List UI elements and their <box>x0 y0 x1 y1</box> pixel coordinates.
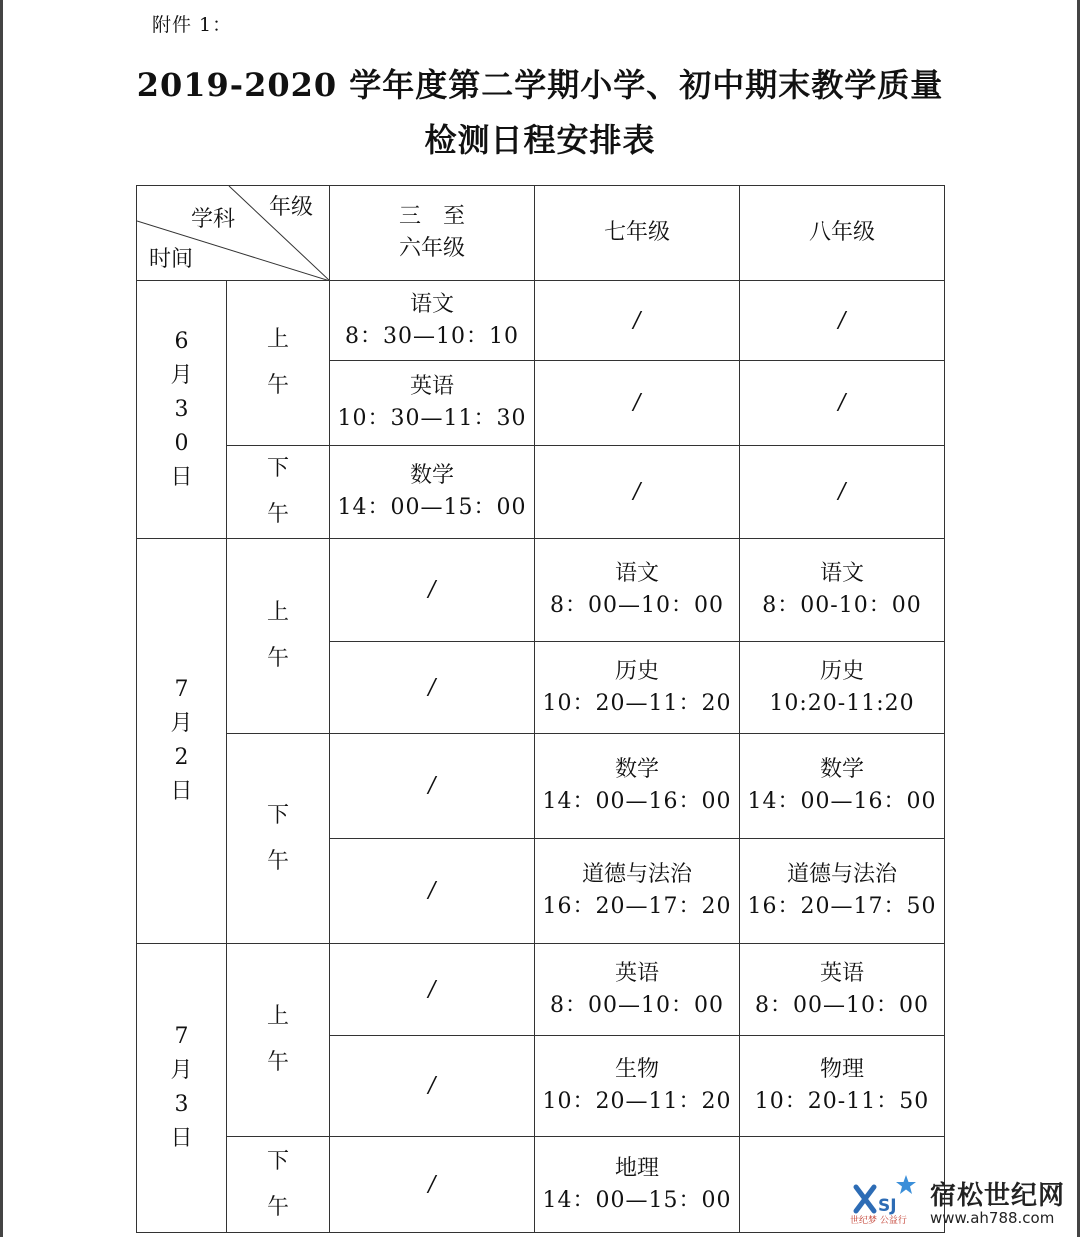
exam-time: 14：00—16：00 <box>747 789 937 814</box>
document-title-line1: 2019-2020 学年度第二学期小学、初中期末教学质量 <box>136 66 944 104</box>
exam-time: 14：00—15：00 <box>337 495 527 520</box>
exam-cell-grade-3-6 <box>330 446 535 539</box>
svg-text:SJ: SJ <box>878 1196 897 1216</box>
grade-header-8: 八年级 <box>740 186 945 281</box>
no-exam-mark: / <box>836 307 848 333</box>
date-cell <box>137 281 227 539</box>
exam-subject: 英语 <box>614 960 659 986</box>
schedule-row <box>137 944 945 1036</box>
exam-time: 8：00—10：00 <box>755 992 929 1018</box>
document-title-line2: 检测日程安排表 <box>424 121 656 159</box>
no-exam-mark: / <box>631 479 643 504</box>
exam-cell-grade-7 <box>535 446 740 539</box>
no-exam-mark: / <box>631 390 643 415</box>
exam-cell-grade-3-6 <box>330 361 535 446</box>
attachment-label: 附件 1： <box>152 14 233 36</box>
exam-cell-grade-3-6 <box>330 642 535 734</box>
exam-cell-grade-8 <box>740 642 945 734</box>
period-label: 上午 <box>266 327 289 398</box>
no-exam-mark: / <box>426 1171 438 1197</box>
exam-cell-grade-3-6 <box>330 539 535 642</box>
exam-cell-grade-7 <box>535 1036 740 1137</box>
period-cell <box>227 539 330 734</box>
period-cell <box>227 281 330 446</box>
exam-subject: 英语 <box>409 374 454 399</box>
no-exam-mark: / <box>426 674 438 700</box>
header-row <box>137 186 945 281</box>
no-exam-mark: / <box>836 479 848 504</box>
exam-subject: 物理 <box>819 1057 864 1082</box>
exam-cell-grade-7 <box>535 539 740 642</box>
exam-cell-grade-3-6 <box>330 944 535 1036</box>
period-cell <box>227 446 330 539</box>
period-cell <box>227 1137 330 1233</box>
watermark-slogan: 世纪梦 公益行 <box>850 1216 907 1226</box>
exam-subject: 历史 <box>819 658 864 684</box>
exam-subject: 语文 <box>409 291 454 317</box>
exam-subject: 英语 <box>819 960 864 986</box>
grade-header-7: 七年级 <box>535 186 740 281</box>
exam-time: 16：20—17：50 <box>747 894 937 919</box>
date-label: 7月3日 <box>170 1024 193 1151</box>
exam-time: 10：30—11：30 <box>337 406 527 431</box>
exam-cell-grade-8 <box>740 1036 945 1137</box>
schedule-row <box>137 281 945 361</box>
exam-time: 8：00-10：00 <box>762 593 922 618</box>
exam-subject: 生物 <box>614 1057 659 1082</box>
exam-subject: 道德与法治 <box>581 862 692 887</box>
corner-subject-label: 学科 <box>191 207 236 232</box>
date-cell <box>137 539 227 944</box>
exam-cell-grade-8 <box>740 281 945 361</box>
exam-cell-grade-8 <box>740 734 945 839</box>
period-label: 上午 <box>266 600 289 671</box>
exam-cell-grade-7 <box>535 642 740 734</box>
exam-subject: 地理 <box>614 1155 659 1181</box>
exam-cell-grade-7 <box>535 281 740 361</box>
site-watermark <box>848 1165 1078 1227</box>
exam-cell-grade-3-6 <box>330 1036 535 1137</box>
period-label: 下午 <box>266 802 289 874</box>
schedule-row <box>137 446 945 539</box>
exam-subject: 历史 <box>614 658 659 684</box>
corner-time-label: 时间 <box>149 247 194 272</box>
no-exam-mark: / <box>836 390 848 415</box>
watermark-site-name: 宿松世纪网 <box>930 1181 1066 1211</box>
exam-time: 8：00—10：00 <box>550 593 724 618</box>
no-exam-mark: / <box>426 976 438 1002</box>
schedule-row <box>137 734 945 839</box>
no-exam-mark: / <box>426 773 438 798</box>
period-label: 下午 <box>266 1148 289 1220</box>
exam-cell-grade-7 <box>535 361 740 446</box>
exam-cell-grade-8 <box>740 446 945 539</box>
exam-cell-grade-8 <box>740 944 945 1036</box>
corner-grade-label: 年级 <box>269 195 314 220</box>
grade-header-3-6: 三 至 六年级 <box>330 186 535 281</box>
exam-cell-grade-3-6 <box>330 281 535 361</box>
period-cell <box>227 734 330 944</box>
watermark-url[interactable]: www.ah788.com <box>930 1209 1055 1227</box>
exam-cell-grade-8 <box>740 361 945 446</box>
exam-time: 8：30—10：10 <box>345 323 519 349</box>
schedule-row <box>137 539 945 642</box>
exam-subject: 道德与法治 <box>786 862 897 887</box>
exam-time: 16：20—17：20 <box>542 894 732 919</box>
exam-cell-grade-3-6 <box>330 839 535 944</box>
exam-subject: 语文 <box>614 561 659 586</box>
exam-cell-grade-8 <box>740 839 945 944</box>
no-exam-mark: / <box>631 307 643 333</box>
exam-time: 10：20—11：20 <box>542 690 732 716</box>
no-exam-mark: / <box>426 878 438 903</box>
exam-time: 14：00—16：00 <box>542 789 732 814</box>
no-exam-mark: / <box>426 1073 438 1098</box>
window-border-left <box>0 0 3 1237</box>
exam-cell-grade-8 <box>740 539 945 642</box>
exam-cell-grade-3-6 <box>330 734 535 839</box>
exam-time: 10:20-11:20 <box>769 690 915 716</box>
schedule-row <box>137 1137 945 1233</box>
exam-subject: 语文 <box>819 561 864 586</box>
date-cell <box>137 944 227 1233</box>
period-cell <box>227 944 330 1137</box>
period-label: 上午 <box>266 1004 289 1075</box>
exam-subject: 数学 <box>819 757 864 782</box>
exam-time: 8：00—10：00 <box>550 992 724 1018</box>
exam-cell-grade-7 <box>535 839 740 944</box>
exam-time: 10：20—11：20 <box>542 1089 732 1114</box>
exam-subject: 数学 <box>614 757 659 782</box>
exam-cell-grade-7 <box>535 944 740 1036</box>
exam-time: 14：00—15：00 <box>542 1187 732 1213</box>
period-label: 下午 <box>266 456 289 527</box>
exam-subject: 数学 <box>409 463 454 488</box>
schedule-table <box>136 185 945 1233</box>
header-corner-cell <box>137 186 330 281</box>
date-label: 6月30日 <box>170 328 193 490</box>
exam-cell-grade-7 <box>535 734 740 839</box>
exam-time: 10：20-11：50 <box>754 1089 930 1114</box>
date-label: 7月2日 <box>170 677 193 804</box>
exam-cell-grade-7 <box>535 1137 740 1233</box>
schedule-body <box>137 281 945 1233</box>
exam-cell-grade-3-6 <box>330 1137 535 1233</box>
no-exam-mark: / <box>426 577 438 602</box>
